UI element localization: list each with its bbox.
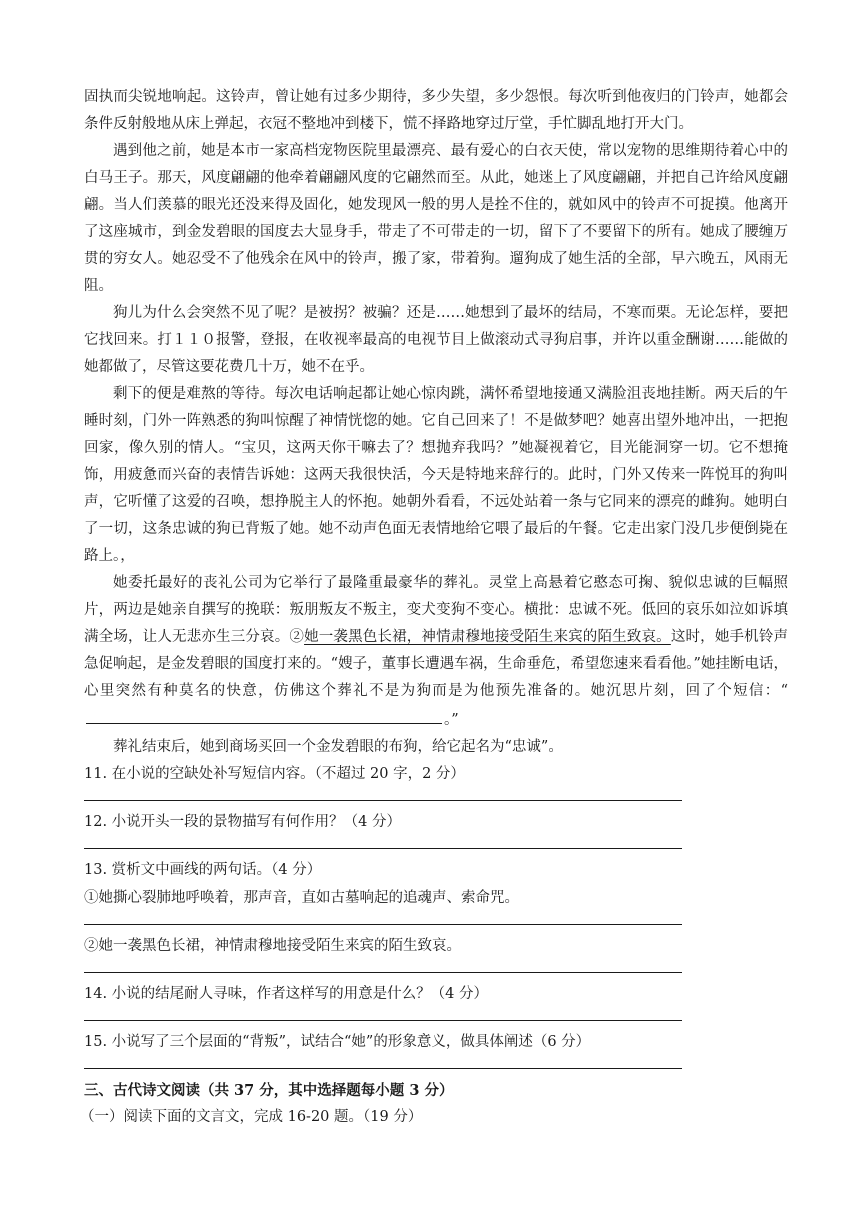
passage-paragraph-2: 遇到他之前，她是本市一家高档宠物医院里最漂亮、最有爱心的白衣天使，常以宠物的思维期待着心中的白马王子。那天，风度翩翩的他牵着翩翩风度的它翩然而至。从此，她迷上了风度翩翩，并把自己许给风度翩翩。当人们羡慕的眼光还没来得及固化，她发现风一般的男人是拴不住的，就如风中的铃声不可捉摸。他离开了这座城市，到金发碧眼的国度去大显身手，带走了不可带走的一切，留下了不要留下的所有。她成了腰缠万贯的穷女人。她忍受不了他残余在风中的铃声，搬了家，带着狗。遛狗成了她生活的全部，早六晚五，风雨无阻。 <box>84 143 788 294</box>
question-15: 15. 小说写了三个层面的“背叛”，试结合“她”的形象意义，做具体阐述（6 分） <box>84 1034 591 1050</box>
passage-paragraph-4: 剩下的便是难熬的等待。每次电话响起都让她心惊肉跳，满怀希望地接通又满脸沮丧地挂断。两天后的午睡时刻，门外一阵熟悉的狗叫惊醒了神情恍惚的她。它自己回来了！不是做梦吧？她喜出望外地冲出，一把抱回家，像久别的情人。“宝贝，这两天你干嘛去了？想抛弃我吗？”她凝视着它，目光能洞穿一切。它不想掩饰，用疲惫而兴奋的表情告诉她：这两天我很快活，今天是特地来辞行的。此时，门外又传来一阵悦耳的狗叫声，它听懂了这爱的召唤，想挣脱主人的怀抱。她朝外看看，不远处站着一条与它同来的漂亮的雌狗。她明白了一切，这条忠诚的狗已背叛了她。她不动声色面无表情地给它喂了最后的午餐。它走出家门没几步便倒毙在路上。， <box>84 386 788 564</box>
question-13-sentence-2: ②她一袭黑色长裙，神情肃穆地接受陌生来宾的陌生致哀。 <box>84 938 461 954</box>
question-12: 12. 小说开头一段的景物描写有何作用？（4 分） <box>84 814 402 830</box>
paragraph-5-text-a: 她委托最好的丧礼公司为它举行了最隆重最豪华的葬礼。灵堂上高悬着它憨态可掬、貌似忠诚的巨幅照片，两边是她亲自撰写的挽联：叛朋叛友不叛主，变犬变狗不变心。横批：忠诚不死。低回的哀乐如泣如诉填满全场，让人无悲亦生三分哀。② <box>84 575 788 645</box>
answer-line-11[interactable] <box>84 800 682 801</box>
answer-line-12[interactable] <box>84 848 682 849</box>
section-3-subheading: （一）阅读下面的文言文，完成 16-20 题。（19 分） <box>80 1109 423 1125</box>
answer-line-13-2[interactable] <box>84 972 682 973</box>
paragraph-5-text-b: 这时，她手机铃声急促响起，是金发碧眼的国度打来的。“嫂子，董事长遭遇车祸，生命垂危，希望您速来看看他。”她挂断电话，心里突然有种莫名的快意，仿佛这个葬礼不是为狗而是为他预先准备的。她沉思片刻，回了个短信：“ <box>84 629 789 699</box>
sms-blank-line[interactable] <box>86 705 442 724</box>
underlined-sentence-2: 她一袭黑色长裙，神情肃穆地接受陌生来宾的陌生致哀。 <box>304 629 671 645</box>
question-14: 14. 小说的结尾耐人寻味，作者这样写的用意是什么？（4 分） <box>84 986 489 1002</box>
passage-paragraph-6: 葬礼结束后，她到商场买回一个金发碧眼的布狗，给它起名为“忠诚”。 <box>113 739 563 755</box>
question-13: 13. 赏析文中画线的两句话。（4 分） <box>84 862 322 878</box>
passage-paragraph-5 <box>84 570 788 734</box>
section-3-heading: 三、古代诗文阅读（共 37 分，其中选择题每小题 3 分） <box>84 1082 454 1099</box>
answer-line-13-1[interactable] <box>84 924 682 925</box>
answer-line-15[interactable] <box>84 1068 682 1069</box>
passage-paragraph-1: 固执而尖锐地响起。这铃声，曾让她有过多少期待，多少失望，多少怨恨。每次听到他夜归的门铃声，她都会条件反射般地从床上弹起，衣冠不整地冲到楼下，慌不择路地穿过厅堂，手忙脚乱地打开大门。 <box>84 89 788 132</box>
paragraph-5-text-c: 。” <box>444 712 459 728</box>
passage-paragraph-3: 狗儿为什么会突然不见了呢？是被拐？被骗？还是……她想到了最坏的结局，不寒而栗。无论怎样，要把它找回来。打１１０报警，登报，在收视率最高的电视节目上做滚动式寻狗启事，并许以重金酬谢……能做的她都做了，尽管这要花费几十万，她不在乎。 <box>84 305 788 375</box>
answer-line-14[interactable] <box>84 1020 682 1021</box>
exam-page <box>80 84 789 1130</box>
question-11: 11. 在小说的空缺处补写短信内容。（不超过 20 字，2 分） <box>84 766 465 782</box>
question-13-sentence-1: ①她撕心裂肺地呼唤着，那声音，直如古墓响起的追魂声、索命咒。 <box>84 890 519 906</box>
